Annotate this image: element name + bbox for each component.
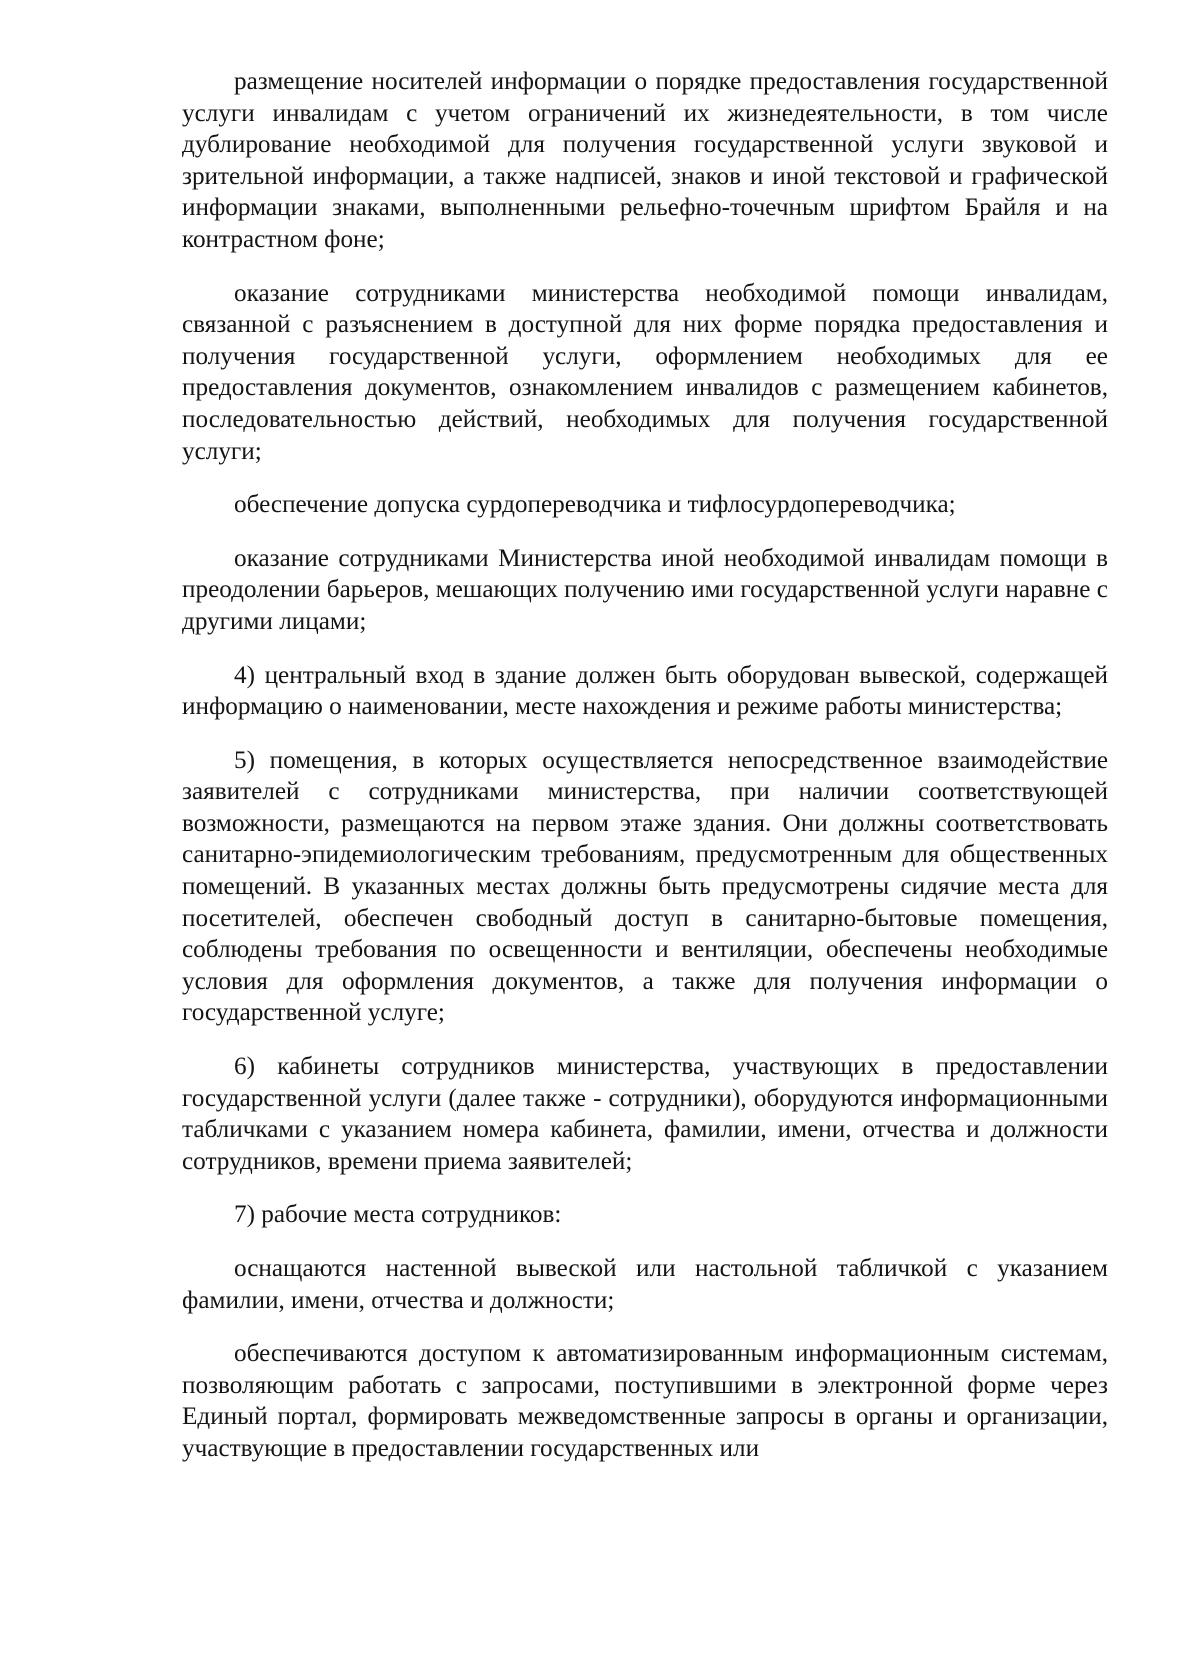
paragraph-item-7-workplaces: 7) рабочие места сотрудников: [234, 1201, 562, 1229]
paragraph-staff-assistance: оказание сотрудниками министерства необходимой помощи инвалидам, связанной с разъяснением в доступной для них форме порядка предоставления и получения государственной услуги, оформлением необходимых для ее предоставления документов, ознакомлением инвалидов с размещением кабинетов, последовательностью действий, необходимых для получения государственной услуги; [182, 279, 1108, 465]
paragraph-barrier-help: оказание сотрудниками Министерства иной необходимой инвалидам помощи в преодолении барьеров, мешающих получению ими государственной услуги наравне с другими лицами; [182, 544, 1108, 635]
paragraph-sign-interpreter: обеспечение допуска сурдопереводчика и тифлосурдопереводчика; [234, 491, 956, 519]
paragraph-braille-info: размещение носителей информации о порядке предоставления государственной услуги инвалидам с учетом ограничений их жизнедеятельности, в том числе дублирование необходимой для получения государственной услуги звуковой и зрительной информации, а также надписей, знаков и иной текстовой и графической информации знаками, выполненными рельефно-точечным шрифтом Брайля и на контрастном фоне; [182, 68, 1108, 253]
paragraph-item-4-entrance: 4) центральный вход в здание должен быть оборудован вывеской, содержащей информацию о наименовании, месте нахождения и режиме работы министерства; [182, 661, 1108, 721]
paragraph-wall-sign: оснащаются настенной вывеской или настольной табличкой с указанием фамилии, имени, отчества и должности; [182, 1255, 1108, 1314]
document-page [182, 66, 1108, 1465]
paragraph-item-6-offices: 6) кабинеты сотрудников министерства, участвующих в предоставлении государственной услуги (далее также - сотрудники), оборудуются информационными табличками с указанием номера кабинета, фамилии, имени, отчества и должности сотрудников, времени приема заявителей; [182, 1053, 1108, 1175]
paragraph-information-systems: обеспечиваются доступом к автоматизированным информационным системам, позволяющим работать с запросами, поступившими в электронной форме через Единый портал, формировать межведомственные запросы в органы и организации, участвующие в предоставлении государственных или [182, 1340, 1108, 1462]
paragraph-item-5-premises: 5) помещения, в которых осуществляется непосредственное взаимодействие заявителей с сотрудниками министерства, при наличии соответствующей возможности, размещаются на первом этаже здания. Они должны соответствовать санитарно-эпидемиологическим требованиям, предусмотренным для общественных помещений. В указанных местах должны быть предусмотрены сидячие места для посетителей, обеспечен свободный доступ в санитарно-бытовые помещения, соблюдены требования по освещенности и вентиляции, обеспечены необходимые условия для оформления документов, а также для получения информации о государственной услуге; [182, 746, 1108, 1027]
